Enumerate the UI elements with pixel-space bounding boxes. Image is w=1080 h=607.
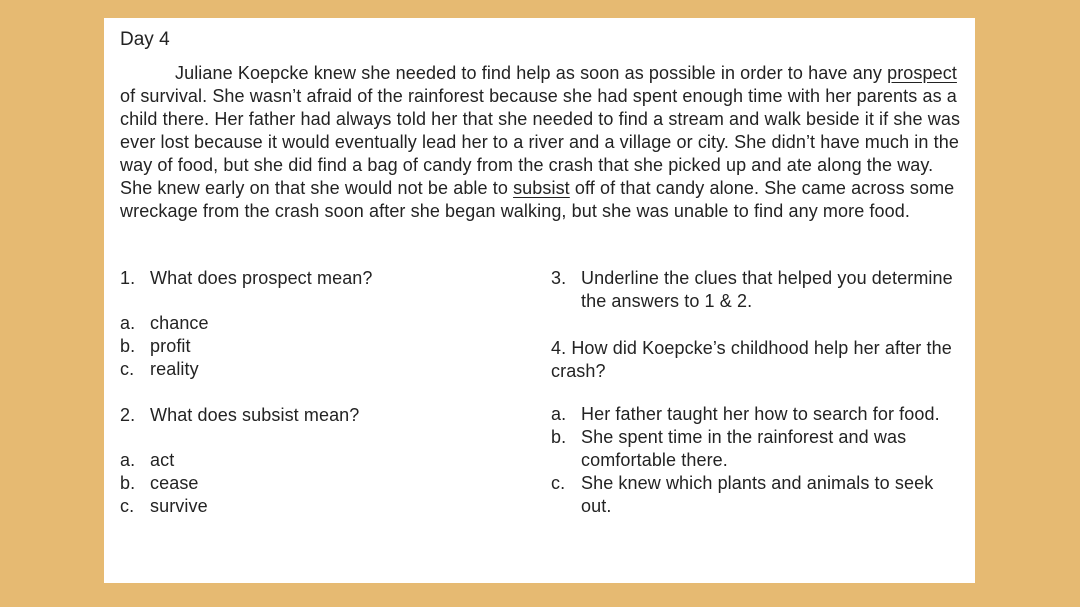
option-letter: b. xyxy=(551,427,567,447)
question-4-options xyxy=(551,403,965,518)
option-text: She knew which plants and animals to seek out. xyxy=(581,473,934,516)
questions-column-left xyxy=(120,267,551,518)
question-3-text: Underline the clues that helped you determine the answers to 1 & 2. xyxy=(581,268,953,311)
option-text: chance xyxy=(150,313,209,333)
passage-text-1: Juliane Koepcke knew she needed to find help as soon as possible in order to have any xyxy=(175,63,888,83)
questions-column-right xyxy=(551,267,965,518)
question-3 xyxy=(551,267,965,313)
question-3-number: 3. xyxy=(551,268,567,288)
option-text: reality xyxy=(150,359,199,379)
option-letter: b. xyxy=(120,336,136,356)
option-letter: c. xyxy=(551,473,566,493)
question-2-options xyxy=(120,449,551,518)
option-text: act xyxy=(150,450,175,470)
option-letter: a. xyxy=(120,313,136,333)
question-1 xyxy=(120,267,551,290)
option-letter: a. xyxy=(120,450,136,470)
question-2-option-c xyxy=(120,495,551,518)
option-text: profit xyxy=(150,336,191,356)
passage-text-2: of survival. She wasn’t afraid of the rainforest because she had spent enough time with her parents as a child there. Her father had always told her that she needed to find a stream and walk beside it if she was ever lost because it would eventually lead her to a river and a village or city. She didn’t have much in the way of food, but she did find a bag of candy from the crash that she picked up and ate along the way. She knew early on that she would not be able to xyxy=(120,86,961,198)
option-text: survive xyxy=(150,496,208,516)
question-4: 4. How did Koepcke’s childhood help her after the crash? xyxy=(551,338,952,381)
question-2-option-a xyxy=(120,449,551,472)
option-text: cease xyxy=(150,473,199,493)
option-letter: c. xyxy=(120,496,135,516)
question-2-text: What does subsist mean? xyxy=(150,405,360,425)
question-4-option-a xyxy=(551,403,965,426)
day-label: Day 4 xyxy=(120,29,170,50)
option-letter: b. xyxy=(120,473,136,493)
question-2 xyxy=(120,404,551,427)
option-letter: c. xyxy=(120,359,135,379)
option-text: She spent time in the rainforest and was comfortable there. xyxy=(581,427,907,470)
question-1-option-c xyxy=(120,358,551,381)
question-1-text: What does prospect mean? xyxy=(150,268,373,288)
question-4-option-b xyxy=(551,426,965,472)
question-1-option-b xyxy=(120,335,551,358)
vocab-word-prospect: prospect xyxy=(887,63,957,83)
question-1-option-a xyxy=(120,312,551,335)
option-text: Her father taught her how to search for food. xyxy=(581,404,940,424)
questions-section xyxy=(120,267,965,518)
passage-text-3: off of that candy alone. She came across some wreckage from the crash soon after she began walking, but she was unable to find any more food. xyxy=(120,178,955,221)
option-letter: a. xyxy=(551,404,567,424)
worksheet-page xyxy=(104,18,975,583)
question-4-option-c xyxy=(551,472,965,518)
question-2-number: 2. xyxy=(120,405,136,425)
question-1-options xyxy=(120,312,551,381)
passage-paragraph xyxy=(120,62,969,223)
question-1-number: 1. xyxy=(120,268,136,288)
vocab-word-subsist: subsist xyxy=(513,178,570,198)
question-2-option-b xyxy=(120,472,551,495)
